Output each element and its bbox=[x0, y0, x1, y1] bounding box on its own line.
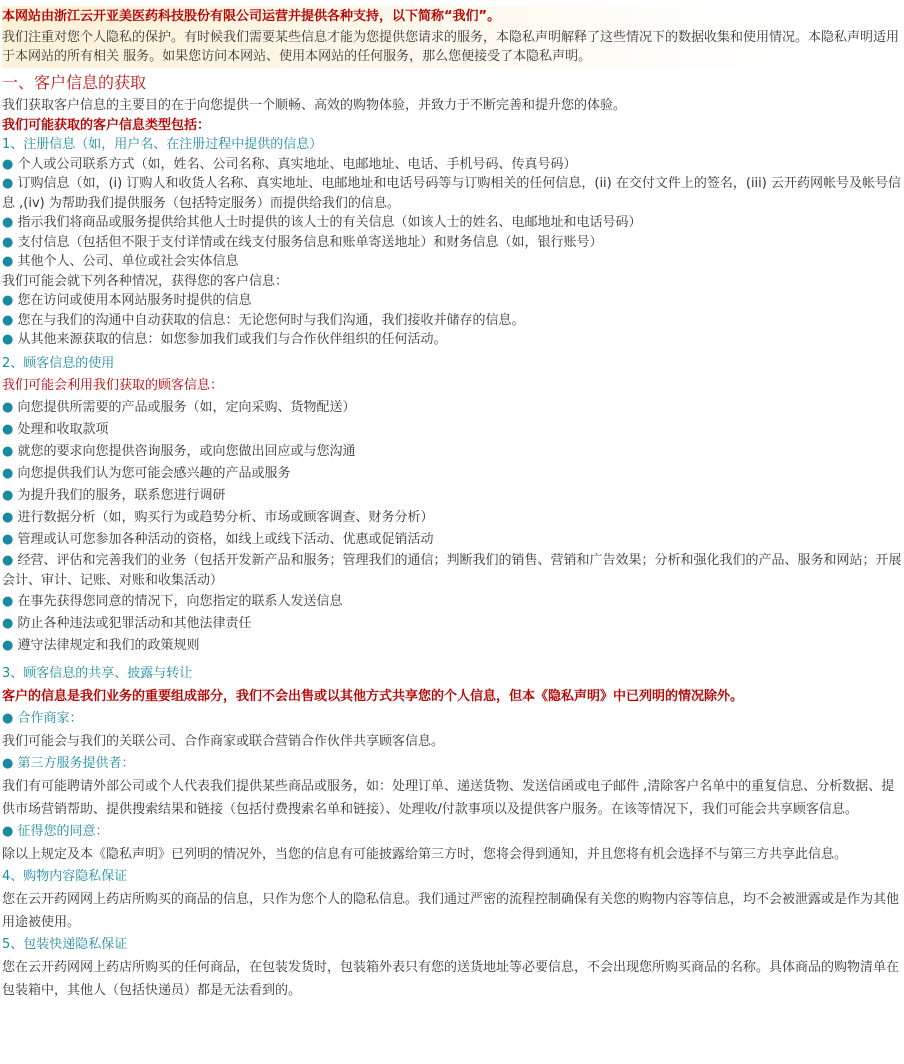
section1-sub1: 1、注册信息（如，用户名、在注册过程中提供的信息） bbox=[2, 137, 323, 152]
section-shipping-privacy bbox=[2, 934, 902, 1002]
list-item: ● 您在与我们的沟通中自动获取的信息：无论您何时与我们沟通，我们接收并储存的信息。 bbox=[2, 311, 902, 331]
consent-label: ● 征得您的同意： bbox=[2, 821, 902, 843]
section3-heading: 3、顾客信息的共享、披露与转让 bbox=[2, 665, 193, 681]
partners-label: ● 合作商家： bbox=[2, 708, 902, 730]
section-sharing bbox=[2, 663, 902, 866]
consent-text: 除以上规定及本《隐私声明》已列明的情况外，当您的信息有可能披露给第三方时，您将会得到通知，并且您将有机会选择不与第三方共享此信息。 bbox=[2, 846, 848, 862]
list-item: ● 您在访问或使用本网站服务时提供的信息 bbox=[2, 291, 902, 311]
partners-text: 我们可能会与我们的关联公司、合作商家或联合营销合作伙伴共享顾客信息。 bbox=[2, 733, 445, 749]
list-item: ● 其他个人、公司、单位或社会实体信息 bbox=[2, 252, 902, 272]
section2-label: 我们可能会利用我们获取的顾客信息： bbox=[2, 377, 224, 393]
list-item: ● 在事先获得您同意的情况下，向您指定的联系人发送信息 bbox=[2, 591, 902, 613]
intro-text: 我们注重对您个人隐私的保护。有时候我们需要某些信息才能为您提供您请求的服务，本隐私声明解释了这些情况下的数据收集和使用情况。本隐私声明适用于本网站的所有相关 服务。如果您访问本网站、使用本网站的任何服务，那么您便接受了本隐私声明。 bbox=[2, 30, 900, 64]
third-party-text: 我们有可能聘请外部公司或个人代表我们提供某些商品或服务，如：处理订单、递送货物、发送信函或电子邮件 ,清除客户名单中的重复信息、分析数据、提供市场营销帮助、提供搜索结果和链接（包括付费搜索名单和链接）、处理收/付款事项以及提供客户服务。在该等情况下，我们可能会共享顾客信息。 bbox=[2, 778, 895, 817]
list-item: ● 处理和收取款项 bbox=[2, 419, 902, 441]
list-item: ● 从其他来源获取的信息：如您参加我们或我们与合作伙伴组织的任何活动。 bbox=[2, 330, 902, 350]
list-item: ● 为提升我们的服务，联系您进行调研 bbox=[2, 485, 902, 507]
list-item: ● 向您提供我们认为您可能会感兴趣的产品或服务 bbox=[2, 463, 902, 485]
list-item: ● 支付信息（包括但不限于支付详情或在线支付服务信息和账单寄送地址）和财务信息（如，银行账号） bbox=[2, 233, 902, 253]
section-info-usage bbox=[2, 353, 902, 657]
section5-text: 您在云开药网网上药店所购买的任何商品，在包装发货时，包装箱外表只有您的送货地址等必要信息，不会出现您所购买商品的名称。具体商品的购物清单在包装箱中，其他人（包括快递员）都是无法看到的。 bbox=[2, 959, 900, 998]
section2-heading: 2、顾客信息的使用 bbox=[2, 355, 115, 371]
list-item: ● 指示我们将商品或服务提供给其他人士时提供的该人士的有关信息（如该人士的姓名、电邮地址和电话号码） bbox=[2, 213, 902, 233]
section1-intro: 我们获取客户信息的主要目的在于向您提供一个顺畅、高效的购物体验，并致力于不断完善和提升您的体验。 bbox=[2, 98, 627, 113]
list-item: ● 向您提供所需要的产品或服务（如，定向采购、货物配送） bbox=[2, 397, 902, 419]
section5-heading: 5、包装快递隐私保证 bbox=[2, 936, 128, 952]
list-item: ● 就您的要求向您提供咨询服务，或向您做出回应或与您沟通 bbox=[2, 441, 902, 463]
list-item: ● 订购信息（如，(i) 订购人和收货人名称、真实地址、电邮地址和电话号码等与订购相关的任何信息，(ii) 在交付文件上的签名，(iii) 云开药网帐号及帐号信息 ,(iv) 为帮助我们提供服务（包括特定服务）而提供给我们的信息。 bbox=[2, 174, 902, 213]
list-item: ● 遵守法律规定和我们的政策规则 bbox=[2, 635, 902, 657]
section-purchase-privacy bbox=[2, 866, 902, 934]
section4-text: 您在云开药网网上药店所购买的商品的信息，只作为您个人的隐私信息。我们通过严密的流程控制确保有关您的购物内容等信息，均不会被泄露或是作为其他用途被使用。 bbox=[2, 891, 900, 930]
list-item: ● 经营、评估和完善我们的业务（包括开发新产品和服务；管理我们的通信；判断我们的销售、营销和广告效果；分析和强化我们的产品、服务和网站；开展会计、审计、记账、对账和收集活动） bbox=[2, 551, 902, 591]
section3-lead: 客户的信息是我们业务的重要组成部分，我们不会出售或以其他方式共享您的个人信息，但本《隐私声明》中已列明的情况除外。 bbox=[2, 688, 744, 704]
list-item: ● 防止各种违法或犯罪活动和其他法律责任 bbox=[2, 613, 902, 635]
list-item: ● 进行数据分析（如，购买行为或趋势分析、市场或顾客调查、财务分析） bbox=[2, 507, 902, 529]
section1-may-get: 我们可能会就下列各种情况，获得您的客户信息： bbox=[2, 273, 289, 289]
list-item: ● 个人或公司联系方式（如，姓名、公司名称、真实地址、电邮地址、电话、手机号码、传真号码） bbox=[2, 155, 902, 175]
section-customer-info bbox=[2, 70, 902, 350]
list-item: ● 管理或认可您参加各种活动的资格，如线上或线下活动、优惠或促销活动 bbox=[2, 529, 902, 551]
section4-heading: 4、购物内容隐私保证 bbox=[2, 868, 128, 884]
third-party-label: ● 第三方服务提供者： bbox=[2, 753, 902, 775]
section1-heading: 一、客户信息的获取 bbox=[2, 73, 147, 92]
intro-title: 本网站由浙江云开亚美医药科技股份有限公司运营并提供各种支持，以下简称“我们”。 bbox=[2, 9, 501, 24]
intro-block bbox=[2, 6, 902, 68]
section1-types-label: 我们可能获取的客户信息类型包括： bbox=[2, 117, 211, 133]
